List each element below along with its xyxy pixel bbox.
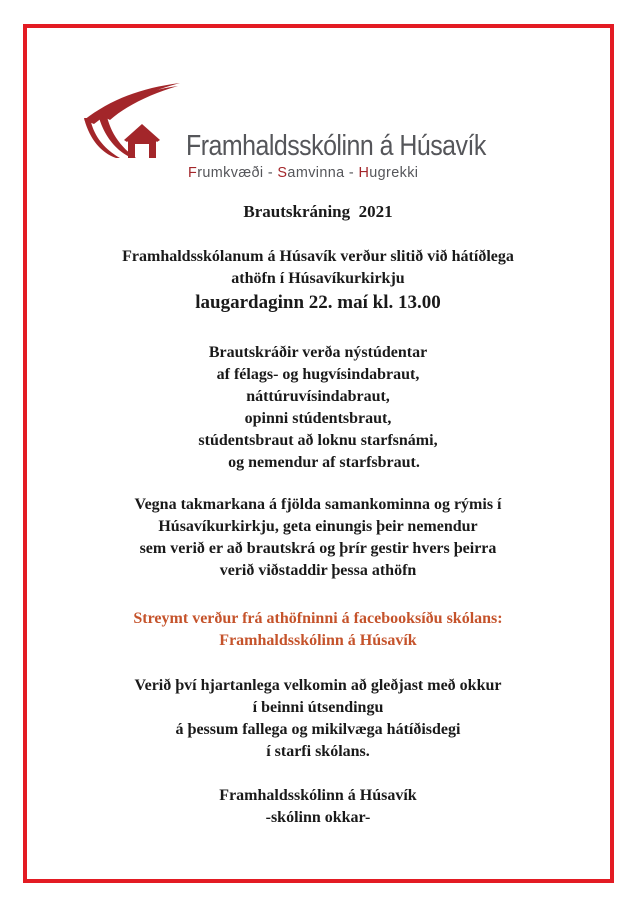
page-title: Brautskráning 2021 <box>243 202 393 221</box>
school-logo <box>80 80 486 181</box>
intro-line: athöfn í Húsavíkurkirkju <box>231 270 405 287</box>
restrictions-paragraph <box>30 494 606 582</box>
graduates-paragraph <box>30 342 606 474</box>
graduates-line: opinni stúdentsbraut, <box>244 410 392 427</box>
signature-school-name: Framhaldsskólinn á Húsavík <box>219 787 417 804</box>
ceremony-date: laugardaginn 22. maí kl. 13.00 <box>195 292 441 313</box>
welcome-line: í beinni útsendingu <box>252 699 384 716</box>
restrictions-line: sem verið er að brautskrá og þrír gestir hvers þeirra <box>139 540 497 557</box>
welcome-line: Verið því hjartanlega velkomin að gleðjast með okkur <box>134 677 502 694</box>
graduates-line: af félags- og hugvísindabraut, <box>216 366 420 383</box>
graduates-line: stúdentsbraut að loknu starfsnámi, <box>198 432 438 449</box>
restrictions-line: verið viðstaddir þessa athöfn <box>219 562 417 579</box>
welcome-paragraph <box>30 675 606 763</box>
welcome-line: á þessum fallega og mikilvæga hátíðisdegi <box>175 721 461 738</box>
graduates-line: og nemendur af starfsbraut. <box>216 454 420 471</box>
stream-line: Streymt verður frá athöfninni á facebooksíðu skólans: <box>133 610 503 627</box>
graduates-line: náttúruvísindabraut, <box>246 388 390 405</box>
stream-notice <box>30 608 606 652</box>
signature-motto: -skólinn okkar- <box>265 809 371 826</box>
stream-facebook-page: Framhaldsskólinn á Húsavík <box>219 632 417 649</box>
intro-paragraph <box>30 246 606 316</box>
logo-tagline: Frumkvæði - Samvinna - Hugrekki <box>188 164 419 181</box>
welcome-line: í starfi skólans. <box>266 743 370 760</box>
school-logo-mark-icon <box>80 80 190 160</box>
logo-school-name: Framhaldsskólinn á Húsavík <box>186 130 486 162</box>
signature <box>30 785 606 829</box>
intro-line: Framhaldsskólanum á Húsavík verður slitið við hátíðlega <box>122 248 514 265</box>
restrictions-line: Vegna takmarkana á fjölda samankominna og rýmis í <box>134 496 502 513</box>
restrictions-line: Húsavíkurkirkju, geta einungis þeir nemendur <box>158 518 478 535</box>
graduates-line: Brautskráðir verða nýstúdentar <box>208 344 428 361</box>
